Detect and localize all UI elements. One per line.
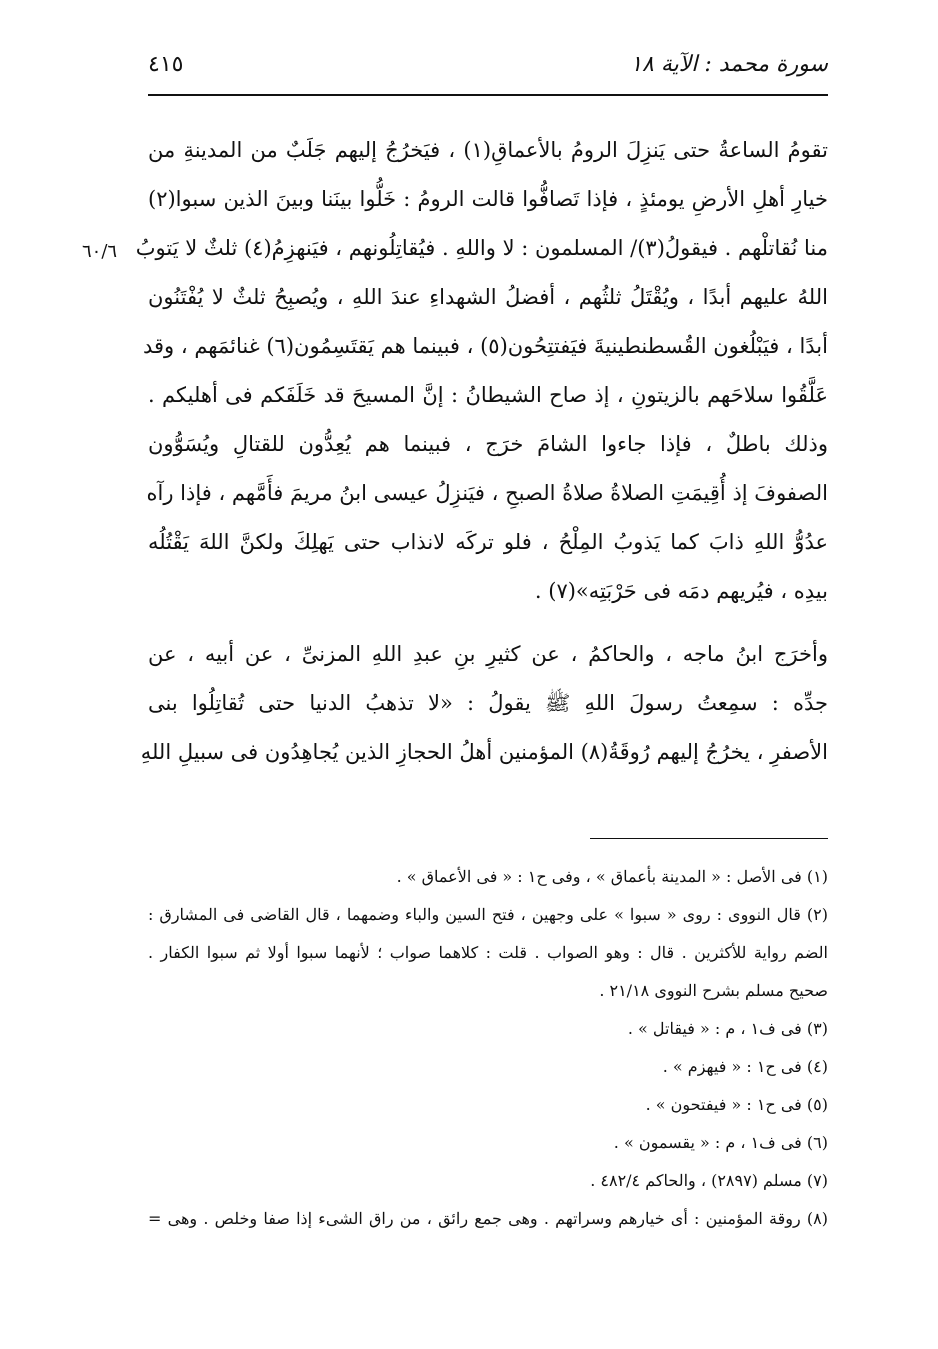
text-line: خيارِ أهلِ الأرضِ يومئذٍ ، فإذا تَصافُّوا قالت الرومُ : خَلُّوا بينَنا وبينَ الذين سبوا(٢): [148, 187, 828, 211]
text-line: بيدِه ، فيُريهم دمَه فى حَرْبَتِه»(٧) .: [534, 579, 828, 603]
text-line: عدُوُّ اللهِ ذابَ كما يَذوبُ المِلْحُ ، فلو تركَه لانذاب حتى يَهلِكَ ولكنَّ اللهَ يَقْتُلُه: [148, 530, 828, 554]
footnote-line: (٥) فى ح١ : « فيفتحون » .: [645, 1095, 828, 1114]
footnote-line: (٤) فى ح١ : « فيهزم » .: [662, 1057, 828, 1076]
text-line: وذلك باطلٌ ، فإذا جاءوا الشامَ خرَج ، فبينما هم يُعِدُّون للقتالِ ويُسَوُّون: [148, 432, 828, 456]
main-text: [135, 126, 829, 777]
footnote-line: صحيح مسلم بشرح النووى ٢١/١٨ .: [599, 981, 828, 1000]
page-number: ٤١٥: [148, 52, 184, 77]
page-header: [148, 46, 828, 90]
footnotes: [148, 858, 828, 1238]
margin-reference: ٦٠/٦: [82, 241, 118, 262]
footnote-line: (٧) مسلم (٢٨٩٧) ، والحاكم ٤٨٢/٤ .: [590, 1171, 828, 1190]
footnote-line: الضم رواية للأكثرين . قال : وهو الصواب . قلت : كلاهما صواب ؛ لأنهما سبوا أولا ثم سبوا الكفار .: [148, 943, 828, 962]
text-line: الأصفرِ ، يخرُجُ إليهم رُوقَةُ(٨) المؤمنين أهلُ الحجازِ الذين يُجاهِدُون فى سبيلِ اللهِ: [140, 740, 828, 764]
text-line: منا نُقاتلْهم . فيقولُ(٣)/ المسلمون : لا واللهِ . فيُقاتِلُونهم ، فيَنهزِمُ(٤) ثلثٌ لا يَتوبُ: [135, 236, 828, 260]
footnote-line: (١) فى الأصل : « المدينة بأعماق » ، وفى ح١ : « فى الأعماق » .: [396, 867, 828, 886]
footnote-line: (٨) روقة المؤمنين : أى خيارهم وسراتهم . وهى جمع رائق ، من راق الشىء إذا صفا وخلص . وهى =: [148, 1209, 828, 1228]
text-line: وأخرَج ابنُ ماجه ، والحاكمُ ، عن كثيرِ بنِ عبدِ اللهِ المزنىِّ ، عن أبيه ، عن: [148, 642, 828, 666]
text-line: الصفوفَ إذ أُقِيمَتِ الصلاةُ صلاةُ الصبحِ ، فيَنزِلُ عيسى ابنُ مريمَ فأَمَّهم ، فإذا رآه: [146, 481, 828, 505]
text-line: أبدًا ، فيَبْلُغون القُسطنطينيةَ فيَفتتِحُون(٥) ، فبينما هم يَقتَسِمُون(٦) غنائمَهم ، وقد: [142, 334, 828, 358]
header-rule: [148, 94, 828, 96]
text-line: جدِّه : سمِعتُ رسولَ اللهِ ﷺ يقولُ : «لا تذهبُ الدنيا حتى تُقاتِلُوا بنى: [148, 691, 828, 715]
text-line: تقومُ الساعةُ حتى يَنزِلَ الرومُ بالأعماقِ(١) ، فيَخرُجُ إليهم جَلَبٌ من المدينةِ من: [148, 138, 829, 162]
running-title: سورة محمد : الآية ١٨: [630, 52, 828, 77]
paragraph-gap: [148, 616, 828, 630]
text-line: اللهُ عليهم أبدًا ، ويُقْتَلُ ثلثُهم ، أفضلُ الشهداءِ عندَ اللهِ ، ويُصبِحُ ثلثٌ لا يُفْتَنُون: [148, 285, 828, 309]
text-line: عَلَّقُوا سلاحَهم بالزيتونِ ، إذ صاح الشيطانُ : إنَّ المسيحَ قد خَلَفَكم فى أهليكم .: [148, 383, 828, 407]
footnote-line: (٢) قال النووى : روى « سبوا » على وجهين ، فتح السين والباء وضمهما ، قال القاضى فى المشارق :: [148, 905, 828, 924]
footnote-line: (٣) فى ف١ ، م : « فيقاتل » .: [627, 1019, 828, 1038]
footnote-rule: [590, 838, 828, 839]
footnote-line: (٦) فى ف١ ، م : « يقسمون » .: [613, 1133, 828, 1152]
